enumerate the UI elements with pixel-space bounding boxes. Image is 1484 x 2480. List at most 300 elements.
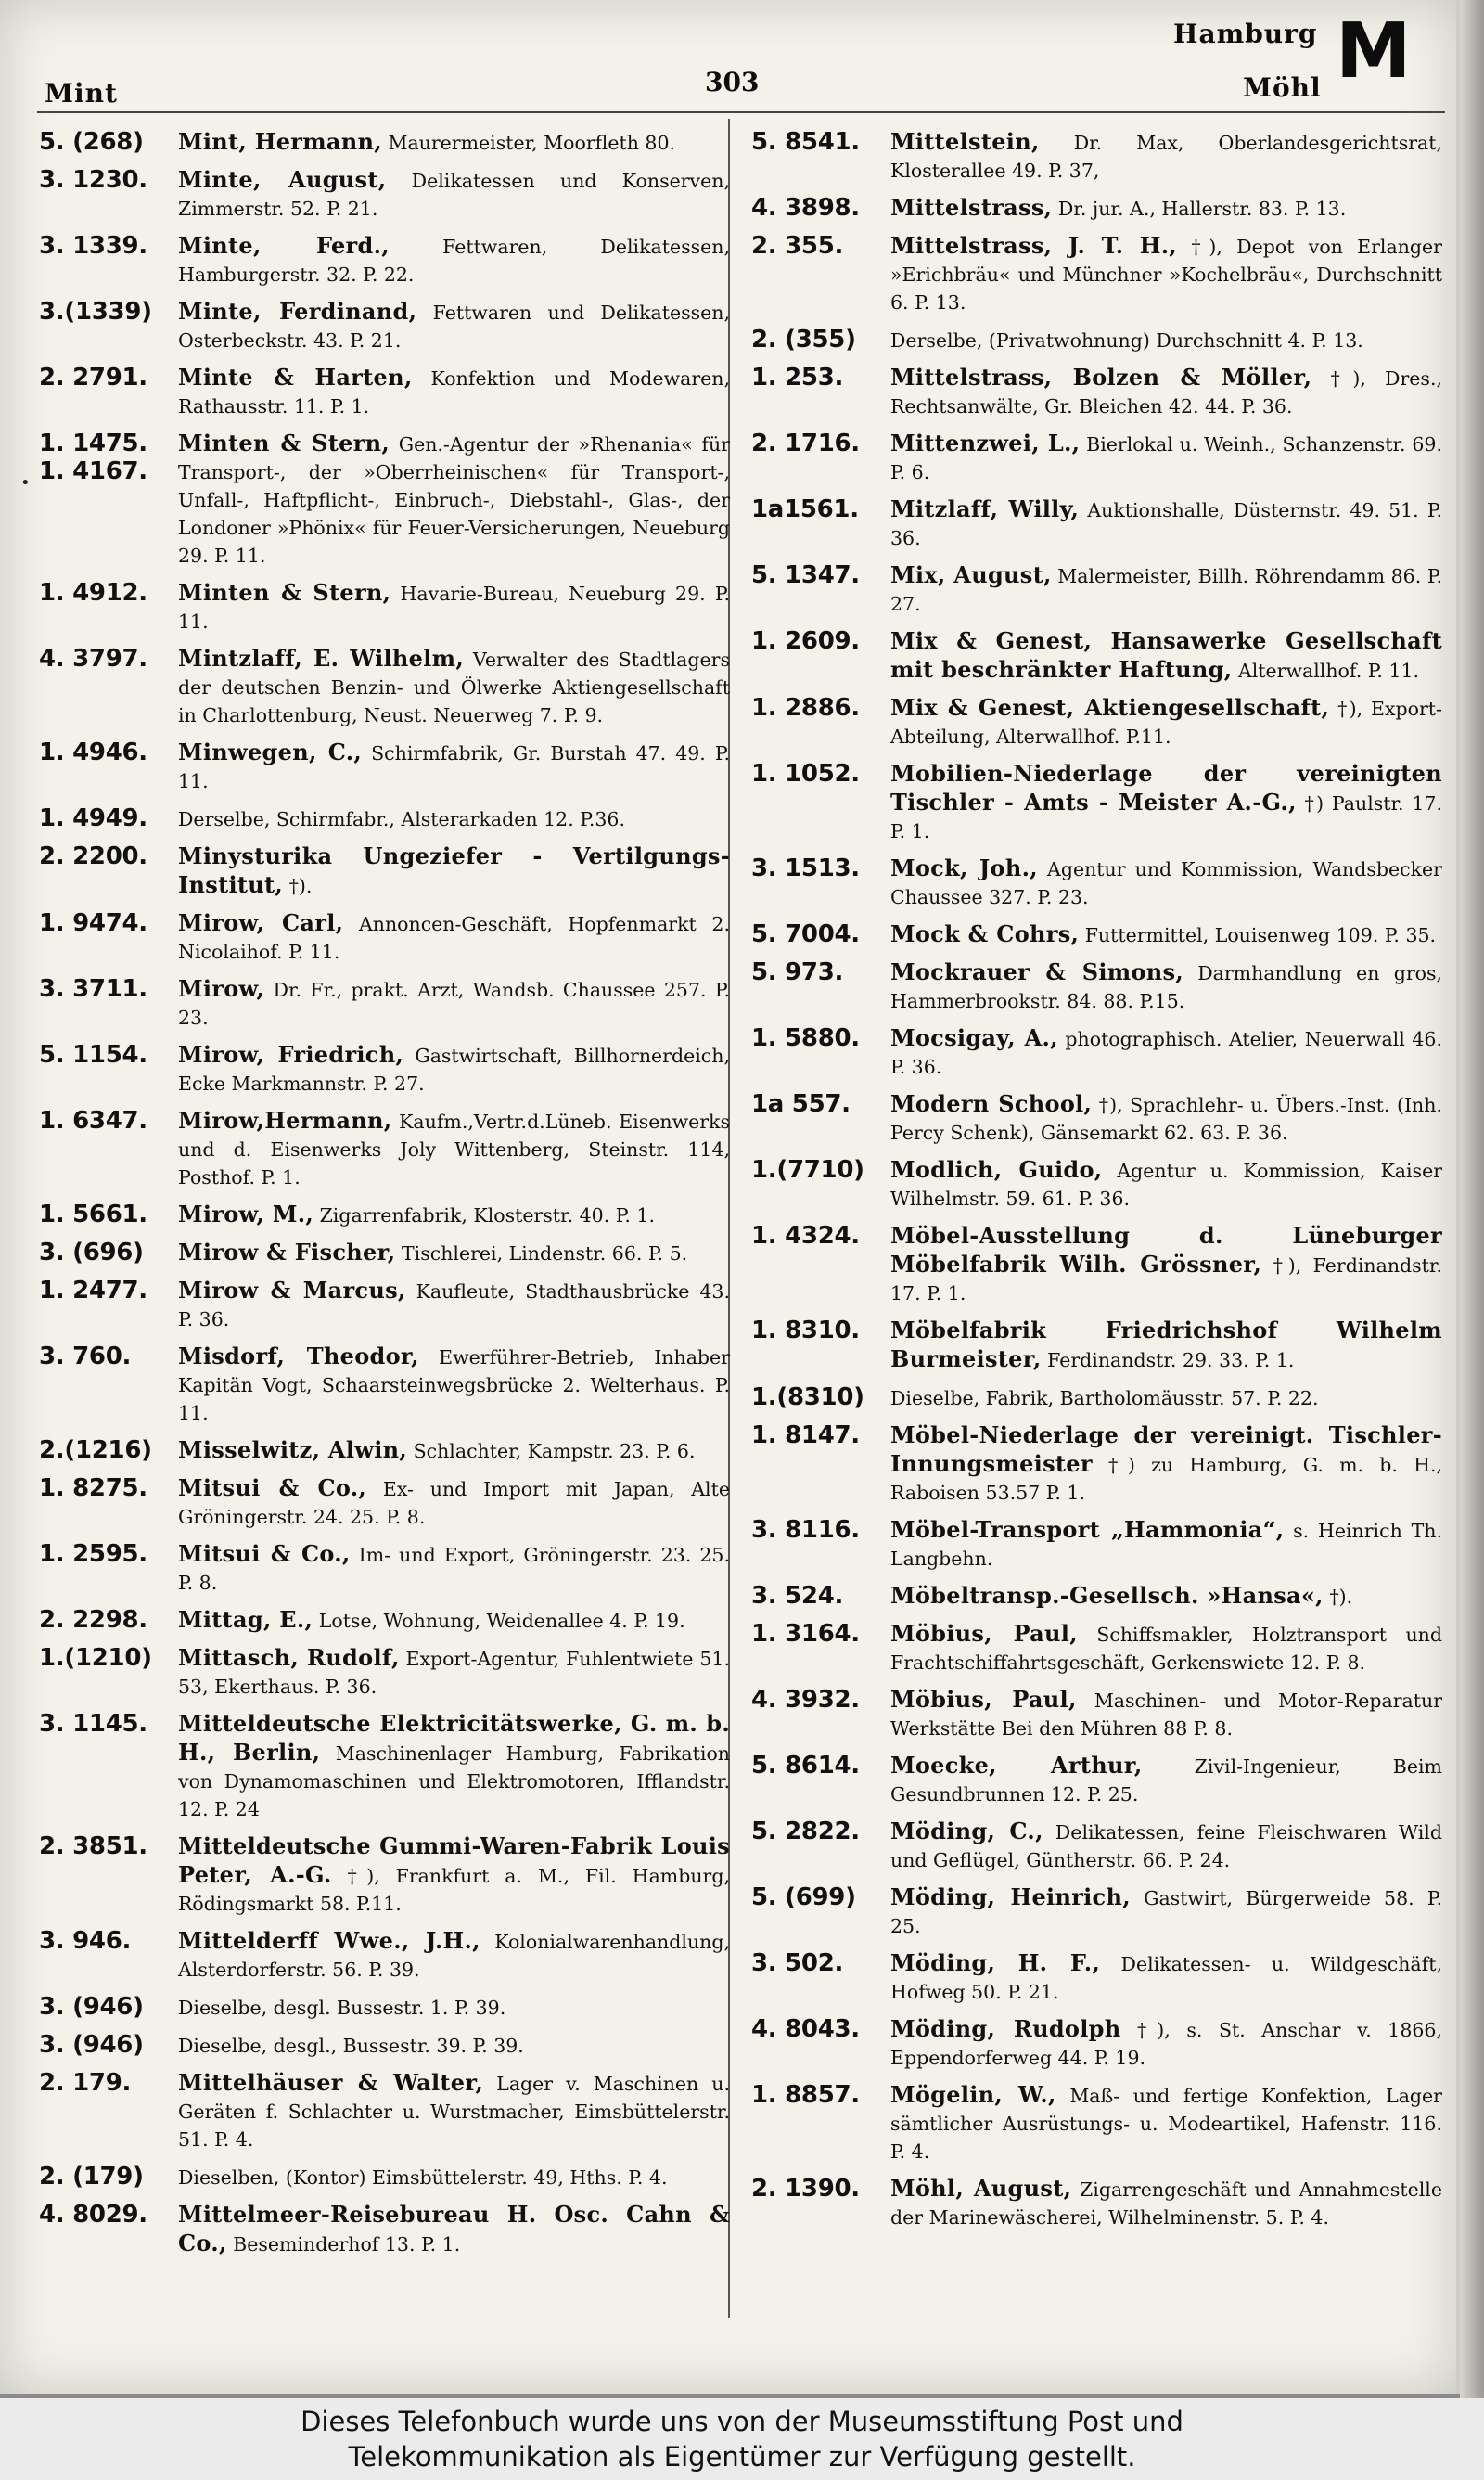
phone-number: 2. 3851. [39, 1832, 147, 1860]
entry-name: Minwegen, C., [178, 739, 363, 765]
directory-entry [751, 364, 1442, 420]
directory-entry [751, 1090, 1442, 1147]
entry-name: Modern School, [890, 1090, 1093, 1117]
entry-text [890, 364, 1442, 420]
entry-name: Mock, Joh., [890, 855, 1038, 881]
entry-details: Fettwaren und Delikatessen, Osterbeckstr. 43. P. 21. [178, 302, 730, 352]
phone-number: 2. 2298. [39, 1606, 147, 1634]
entry-details: Export-Agentur, Fuhlentwiete 51. 53, Ekerthaus. P. 36. [178, 1648, 730, 1698]
entry-details: †) Paulstr. 17. P. 1. [890, 792, 1442, 842]
directory-entry [751, 1752, 1442, 1808]
directory-entry [39, 232, 730, 289]
directory-entry [39, 1343, 730, 1427]
phone-number: 2. 179. [39, 2069, 132, 2097]
page-number: 303 [705, 67, 760, 97]
entry-details: Auktionshalle, Düsternstr. 49. 51. P. 36. [890, 499, 1442, 549]
page-edge [1460, 0, 1484, 2398]
entry-details: Maß- und fertige Konfektion, Lager sämtlicher Ausrüstungs- u. Modeartikel, Hafenstr. 116. P. 4. [890, 2085, 1442, 2163]
entry-text [890, 1686, 1442, 1742]
entry-name: Mix & Genest, Aktiengesellschaft, [890, 694, 1330, 721]
entry-text [890, 1582, 1442, 1611]
directory-entry [39, 1540, 730, 1597]
directory-entry [751, 1818, 1442, 1874]
entry-details: †), Frankfurt a. M., Fil. Hamburg, Rödingsmarkt 58. P.11. [178, 1865, 730, 1915]
entry-text [890, 1421, 1442, 1507]
phone-number: 5. 7004. [751, 920, 860, 948]
entry-details: Derselbe, Schirmfabr., Alsterarkaden 12. P.36. [178, 808, 625, 830]
entry-name: Möbel-Ausstellung d. Lüneburger Möbelfabrik Wilh. Grössner, [890, 1222, 1442, 1278]
entry-details: Beseminderhof 13. P. 1. [233, 2233, 461, 2255]
entry-name: Mocsigay, A., [890, 1024, 1058, 1051]
phone-number: 1. 9474. [39, 909, 147, 937]
entry-text [890, 920, 1442, 949]
entry-details: †), Sprachlehr- u. Übers.-Inst. (Inh. Percy Schenk), Gänsemarkt 62. 63. P. 36. [890, 1094, 1442, 1144]
entry-details: s. Heinrich Th. Langbehn. [890, 1520, 1442, 1570]
entry-text [178, 1832, 730, 1918]
entry-details: Zigarrenfabrik, Klosterstr. 40. P. 1. [319, 1204, 655, 1227]
entry-name: Minten & Stern, [178, 430, 390, 456]
entry-details: †), Export-Abteilung, Alterwallhof. P.11. [890, 698, 1442, 748]
phone-number: 2. (355) [751, 326, 856, 353]
entry-details: Fettwaren, Delikatessen, Hamburgerstr. 32. P. 22. [178, 236, 730, 286]
entry-details: Alterwallhof. P. 11. [1237, 660, 1420, 682]
entry-details: Dieselbe, desgl. Bussestr. 1. P. 39. [178, 1997, 506, 2019]
entry-text [890, 430, 1442, 486]
directory-entry [39, 2163, 730, 2191]
phone-number: 5. 1347. [751, 561, 860, 589]
entry-text [890, 694, 1442, 751]
directory-entry [751, 1620, 1442, 1677]
entry-name: Mirow,Hermann, [178, 1107, 392, 1134]
directory-entry [751, 920, 1442, 949]
directory-entry [751, 760, 1442, 845]
entry-details: †). [288, 875, 313, 897]
entry-name: Mix & Genest, Hansawerke Gesellschaft mit beschränkter Haftung, [890, 627, 1442, 683]
directory-entry [39, 842, 730, 900]
entry-details: Dieselben, (Kontor) Eimsbüttelerstr. 49, Hths. P. 4. [178, 2166, 668, 2189]
entry-details: Dr. Fr., prakt. Arzt, Wandsb. Chaussee 257. P. 23. [178, 979, 730, 1029]
entry-details: Gastwirt, Bürgerweide 58. P. 25. [890, 1887, 1442, 1937]
directory-entry [39, 1041, 730, 1098]
entry-name: Mitteldeutsche Elektricitätswerke, G. m. b. H., Berlin, [178, 1710, 730, 1766]
phone-number: 1. 3164. [751, 1620, 860, 1648]
directory-entry [39, 1832, 730, 1918]
phone-number: 5. (699) [751, 1883, 856, 1911]
entry-text [178, 804, 730, 833]
entry-details: Bierlokal u. Weinh., Schanzenstr. 69. P. 6. [890, 433, 1442, 483]
entry-name: Mintzlaff, E. Wilhelm, [178, 645, 465, 672]
entry-details: †), Ferdinandstr. 17. P. 1. [890, 1254, 1442, 1304]
phone-number: 1. 253. [751, 364, 844, 392]
directory-entry [751, 2175, 1442, 2231]
phone-number: 1a1561. [751, 495, 859, 523]
entry-details: Kaufm.,Vertr.d.Lüneb. Eisenwerks und d. Eisenwerks Joly Wittenberg, Steinstr. 114, Posthof. P. 1. [178, 1111, 730, 1189]
directory-entry [39, 1239, 730, 1267]
entry-text [890, 561, 1442, 618]
phone-number: 1. 4912. [39, 579, 147, 607]
phone-number: 1. 2477. [39, 1277, 147, 1304]
entry-text [178, 1993, 730, 2022]
entry-text [178, 842, 730, 900]
entry-name: Mobilien-Niederlage der vereinigten Tischler - Amts - Meister A.-G., [890, 760, 1442, 816]
entry-text [178, 579, 730, 636]
entry-text [178, 1436, 730, 1465]
entry-details: Tischlerei, Lindenstr. 66. P. 5. [401, 1242, 688, 1265]
directory-entry [39, 1436, 730, 1465]
entry-text [890, 1383, 1442, 1412]
entry-name: Mittelderff Wwe., J.H., [178, 1927, 480, 1954]
directory-entry [39, 1927, 730, 1984]
phone-number: 1. 8147. [751, 1421, 860, 1449]
entry-text [178, 975, 730, 1032]
directory-entry [39, 739, 730, 795]
entry-name: Minte, Ferd., [178, 232, 390, 259]
entry-details: Schlachter, Kampstr. 23. P. 6. [413, 1440, 696, 1462]
directory-entry [39, 128, 730, 157]
entry-text [178, 1201, 730, 1229]
footer-line-1: Dieses Telefonbuch wurde uns von der Museumsstiftung Post und [301, 2406, 1183, 2437]
directory-entry [39, 1474, 730, 1531]
entry-name: Mix, August, [890, 561, 1052, 588]
header-last-name: Möhl [1243, 72, 1322, 103]
phone-number: 1. 8275. [39, 1474, 147, 1502]
entry-text [178, 128, 730, 157]
phone-number: 1. 8857. [751, 2081, 860, 2109]
entry-name: Mittasch, Rudolf, [178, 1644, 400, 1671]
footer-note [0, 2398, 1484, 2480]
entry-text [890, 1883, 1442, 1940]
phone-number: 1. 2595. [39, 1540, 147, 1568]
entry-text [178, 1540, 730, 1597]
entry-text [178, 2201, 730, 2258]
entry-name: Mirow & Fischer, [178, 1239, 396, 1266]
header-city: Hamburg [1173, 19, 1318, 49]
directory-entry [39, 298, 730, 354]
phone-number: 5. 973. [751, 958, 844, 986]
phone-number: 1. 5880. [751, 1024, 860, 1052]
phone-number: 2.(1216) [39, 1436, 152, 1464]
entry-text [890, 1090, 1442, 1147]
entry-details: Dieselbe, Fabrik, Bartholomäusstr. 57. P. 22. [890, 1387, 1319, 1409]
phone-number: 3. (696) [39, 1239, 144, 1266]
phone-number: 2. 355. [751, 232, 844, 260]
directory-entry [751, 627, 1442, 685]
entry-text [890, 128, 1442, 185]
entry-name: Mittelstrass, Bolzen & Möller, [890, 364, 1312, 391]
entry-name: Möbius, Paul, [890, 1620, 1078, 1647]
entry-text [890, 1156, 1442, 1213]
entry-name: Minten & Stern, [178, 579, 391, 606]
entry-text [178, 1277, 730, 1333]
entry-text [890, 1818, 1442, 1874]
entry-name: Mittelstein, [890, 128, 1040, 155]
phone-number: 4. 3898. [751, 194, 860, 222]
entry-text [890, 1516, 1442, 1573]
entry-details: †) zu Hamburg, G. m. b. H., Raboisen 53.57 P. 1. [890, 1454, 1442, 1504]
entry-name: Mint, Hermann, [178, 128, 382, 155]
entry-text [890, 2081, 1442, 2165]
entry-details: Maurermeister, Moorfleth 80. [388, 132, 676, 154]
entry-name: Möhl, August, [890, 2175, 1072, 2202]
entry-details: Agentur und Kommission, Wandsbecker Chaussee 327. P. 23. [890, 858, 1442, 908]
entry-details: Maschinenlager Hamburg, Fabrikation von Dynamomaschinen und Elektromotoren, Ifflandstr. 12. P. 24 [178, 1742, 730, 1820]
entry-details: Kolonialwarenhandlung, Alsterdorferstr. 56. P. 39. [178, 1931, 730, 1981]
entry-name: Mirow & Marcus, [178, 1277, 406, 1304]
directory-entry [751, 1582, 1442, 1611]
phone-number: 1. 2609. [751, 627, 860, 655]
entry-name: Mittenzwei, L., [890, 430, 1081, 456]
entry-text [890, 958, 1442, 1015]
directory-entry [39, 364, 730, 420]
phone-number: 3. 1230. [39, 166, 147, 194]
entry-text [178, 645, 730, 729]
entry-name: Minte, August, [178, 166, 387, 193]
directory-entry [751, 495, 1442, 552]
entry-name: Mittelstrass, J. T. H., [890, 232, 1178, 259]
entry-text [178, 166, 730, 223]
entry-details: Ex- und Import mit Japan, Alte Gröningerstr. 24. 25. P. 8. [178, 1478, 730, 1528]
entry-details: photographisch. Atelier, Neuerwall 46. P. 36. [890, 1028, 1442, 1078]
phone-number: 1. 5661. [39, 1201, 147, 1228]
entry-text [890, 1949, 1442, 2006]
directory-entry [751, 561, 1442, 618]
directory-entry [39, 2201, 730, 2258]
entry-text [178, 909, 730, 966]
entry-text [890, 855, 1442, 911]
directory-entry [39, 1107, 730, 1191]
entry-text [890, 326, 1442, 354]
entry-name: Mitsui & Co., [178, 1474, 367, 1501]
entry-name: Mittelhäuser & Walter, [178, 2069, 484, 2096]
entry-details: Futtermittel, Louisenweg 109. P. 35. [1084, 924, 1437, 946]
header-rule [37, 111, 1445, 113]
phone-number: 3.(1339) [39, 298, 152, 326]
directory-entry [751, 1421, 1442, 1507]
directory-entry [751, 1686, 1442, 1742]
directory-entry [751, 2015, 1442, 2072]
entry-details: Zivil-Ingenieur, Beim Gesundbrunnen 12. P. 25. [890, 1755, 1442, 1805]
entry-text [178, 364, 730, 420]
entry-details: †). [1329, 1586, 1353, 1608]
entry-text [890, 627, 1442, 685]
entry-text [178, 1343, 730, 1427]
directory-entry [751, 958, 1442, 1015]
entry-name: Mirow, [178, 975, 265, 1002]
entry-name: Mirow, Carl, [178, 909, 344, 936]
entry-text [178, 1041, 730, 1098]
phone-number: 5. 2822. [751, 1818, 860, 1845]
entry-text [178, 1644, 730, 1701]
entry-name: Mittag, E., [178, 1606, 313, 1633]
directory-entry [751, 1024, 1442, 1081]
entry-details: Dr. Max, Oberlandesgerichtsrat, Klosterallee 49. P. 37, [890, 132, 1442, 182]
directory-entry [751, 194, 1442, 223]
entry-name: Mockrauer & Simons, [890, 958, 1183, 985]
header-first-name: Mint [45, 78, 118, 109]
entry-text [890, 1222, 1442, 1307]
entry-text [178, 1107, 730, 1191]
phone-number: 1. 8310. [751, 1317, 860, 1344]
phone-number: 1.(1210) [39, 1644, 152, 1672]
directory-entry [751, 1222, 1442, 1307]
left-column [39, 128, 730, 2268]
directory-entry [751, 1516, 1442, 1573]
entry-name: Möbel-Niederlage der vereinigt. Tischler-Innungsmeister [890, 1421, 1442, 1477]
entry-details: Schiffsmakler, Holztransport und Frachtschiffahrtsgeschäft, Gerkenswiete 12. P. 8. [890, 1624, 1442, 1674]
entry-name: Misselwitz, Alwin, [178, 1436, 408, 1463]
phone-number: 5. 1154. [39, 1041, 147, 1069]
entry-name: Modlich, Guido, [890, 1156, 1103, 1183]
entry-name: Minysturika Ungeziefer - Vertilgungs-Institut, [178, 842, 730, 898]
entry-details: Agentur u. Kommission, Kaiser Wilhelmstr. 59. 61. P. 36. [890, 1160, 1442, 1210]
phone-number: 5. 8614. [751, 1752, 860, 1780]
phone-number: 1. 4949. [39, 804, 147, 832]
phone-number: 3. 1145. [39, 1710, 147, 1738]
directory-entry [39, 1993, 730, 2022]
footer-line-2: Telekommunikation als Eigentümer zur Verfügung gestellt. [348, 2441, 1136, 2473]
entry-details: †), Dres., Rechtsanwälte, Gr. Bleichen 42. 44. P. 36. [890, 367, 1442, 418]
entry-details: †), Depot von Erlanger »Erichbräu« und Münchner »Kochelbräu«, Durchschnitt 6. P. 13. [890, 236, 1442, 314]
entry-text [178, 232, 730, 289]
phone-number: 2. 1716. [751, 430, 860, 457]
entry-details: Malermeister, Billh. Röhrendamm 86. P. 27. [890, 565, 1442, 615]
entry-text [178, 298, 730, 354]
entry-details: Im- und Export, Gröningerstr. 23. 25. P. 8. [178, 1544, 730, 1594]
entry-text [890, 1317, 1442, 1374]
entry-text [890, 1752, 1442, 1808]
phone-number: 4. 3797. [39, 645, 147, 673]
entry-details: Havarie-Bureau, Neueburg 29. P. 11. [178, 583, 730, 633]
directory-entry [39, 2069, 730, 2153]
directory-entry [751, 128, 1442, 185]
phone-number: 2. 2791. [39, 364, 147, 392]
directory-entry [39, 2031, 730, 2060]
entry-details: Annoncen-Geschäft, Hopfenmarkt 2. Nicolaihof. P. 11. [178, 913, 730, 963]
phone-number: 2. (179) [39, 2163, 144, 2191]
entry-text [178, 1606, 730, 1635]
phone-number: 3. 760. [39, 1343, 132, 1370]
entry-text [890, 1620, 1442, 1677]
directory-entry [39, 804, 730, 833]
entry-text [178, 1927, 730, 1984]
entry-text [178, 1710, 730, 1823]
phone-number: 3. 8116. [751, 1516, 860, 1544]
phone-number: 1.(7710) [751, 1156, 864, 1184]
entry-details: Lager v. Maschinen u. Geräten f. Schlachter u. Wurstmacher, Eimsbüttelerstr. 51. P. 4. [178, 2073, 730, 2151]
phone-number: 1a 557. [751, 1090, 851, 1118]
phone-number: 1. 6347. [39, 1107, 147, 1135]
entry-text [890, 760, 1442, 845]
phone-number: 5. 8541. [751, 128, 860, 156]
directory-entry [39, 1644, 730, 1701]
entry-name: Möbel-Transport „Hammonia“, [890, 1516, 1285, 1543]
directory-entry [39, 1606, 730, 1635]
directory-entry [751, 232, 1442, 316]
directory-entry [39, 975, 730, 1032]
right-column [751, 128, 1442, 2241]
phone-number: 1. 1052. [751, 760, 860, 788]
directory-entry [751, 1156, 1442, 1213]
entry-name: Moecke, Arthur, [890, 1752, 1143, 1779]
entry-name: Möbius, Paul, [890, 1686, 1077, 1713]
phone-number: 4. 8029. [39, 2201, 147, 2229]
directory-entry [39, 1277, 730, 1333]
directory-entry [39, 430, 730, 570]
phone-number: 1. 2886. [751, 694, 860, 722]
entry-details: Dr. jur. A., Hallerstr. 83. P. 13. [1057, 198, 1347, 220]
entry-details: †), s. St. Anschar v. 1866, Eppendorferweg 44. P. 19. [890, 2019, 1442, 2069]
entry-name: Möding, H. F., [890, 1949, 1101, 1976]
entry-name: Misdorf, Theodor, [178, 1343, 419, 1369]
entry-name: Möding, Heinrich, [890, 1883, 1131, 1910]
entry-text [890, 232, 1442, 316]
directory-entry [39, 579, 730, 636]
entry-name: Mirow, M., [178, 1201, 314, 1227]
phone-number: 2. 1390. [751, 2175, 860, 2203]
directory-entry [751, 694, 1442, 751]
entry-text [178, 430, 730, 570]
entry-text [178, 739, 730, 795]
phone-number: 3. (946) [39, 2031, 144, 2059]
entry-details: Konfektion und Modewaren, Rathausstr. 11. P. 1. [178, 367, 730, 418]
directory-entry [751, 326, 1442, 354]
directory-entry [751, 1949, 1442, 2006]
entry-name: Möbeltransp.-Gesellsch. »Hansa«, [890, 1582, 1324, 1609]
directory-entry [751, 1883, 1442, 1940]
entry-text [178, 2069, 730, 2153]
entry-name: Mitsui & Co., [178, 1540, 351, 1567]
entry-details: Verwalter des Stadtlagers der deutschen Benzin- und Ölwerke Aktiengesellschaft in Charlottenburg, Neust. Neuerweg 7. P. 9. [178, 649, 730, 726]
phone-number: 1. 4324. [751, 1222, 860, 1250]
entry-text [890, 1024, 1442, 1081]
directory-entry [751, 1383, 1442, 1412]
margin-mark: • [20, 473, 31, 493]
entry-text [178, 2031, 730, 2060]
entry-text [890, 495, 1442, 552]
phone-number: 4. 3932. [751, 1686, 860, 1714]
entry-name: Möding, C., [890, 1818, 1043, 1844]
entry-text [178, 2163, 730, 2191]
entry-details: Gen.-Agentur der »Rhenania« für Transport-, der »Oberrheinischen« für Transport-, Unfall-, Haftpflicht-, Einbruch-, Diebstahl-, Glas-, der Londoner »Phönix« für Feuer-Versicherungen, Neueburg 29. P. 11. [178, 433, 730, 567]
entry-text [178, 1474, 730, 1531]
phone-number: 3. 1513. [751, 855, 860, 882]
entry-name: Mögelin, W., [890, 2081, 1056, 2108]
directory-entry [751, 1317, 1442, 1374]
entry-details: Derselbe, (Privatwohnung) Durchschnitt 4. P. 13. [890, 329, 1363, 352]
entry-details: Delikatessen, feine Fleischwaren Wild und Geflügel, Güntherstr. 66. P. 24. [890, 1821, 1442, 1871]
directory-entry [39, 909, 730, 966]
directory-entry [39, 1710, 730, 1823]
entry-name: Möding, Rudolph [890, 2015, 1121, 2042]
directory-entry [39, 645, 730, 729]
entry-details: Dieselbe, desgl., Bussestr. 39. P. 39. [178, 2035, 524, 2057]
directory-entry [39, 166, 730, 223]
entry-name: Mitzlaff, Willy, [890, 495, 1080, 522]
entry-text [890, 2175, 1442, 2231]
entry-name: Mittelmeer-Reisebureau H. Osc. Cahn & Co., [178, 2201, 730, 2256]
entry-name: Minte, Ferdinand, [178, 298, 417, 325]
entry-details: Lotse, Wohnung, Weidenallee 4. P. 19. [318, 1610, 685, 1632]
phone-number: 3. 502. [751, 1949, 844, 1977]
entry-name: Mitteldeutsche Gummi-Waren-Fabrik Louis Peter, A.-G. [178, 1832, 730, 1888]
phone-number: 3. 946. [39, 1927, 132, 1955]
phone-number: 3. 1339. [39, 232, 147, 260]
phone-number: 4. 8043. [751, 2015, 860, 2043]
header-letter: M [1336, 7, 1412, 96]
entry-name: Möbelfabrik Friedrichshof Wilhelm Burmeister, [890, 1317, 1442, 1372]
entry-name: Mock & Cohrs, [890, 920, 1080, 947]
phone-number: 1. 1475. 1. 4167. [39, 430, 147, 485]
